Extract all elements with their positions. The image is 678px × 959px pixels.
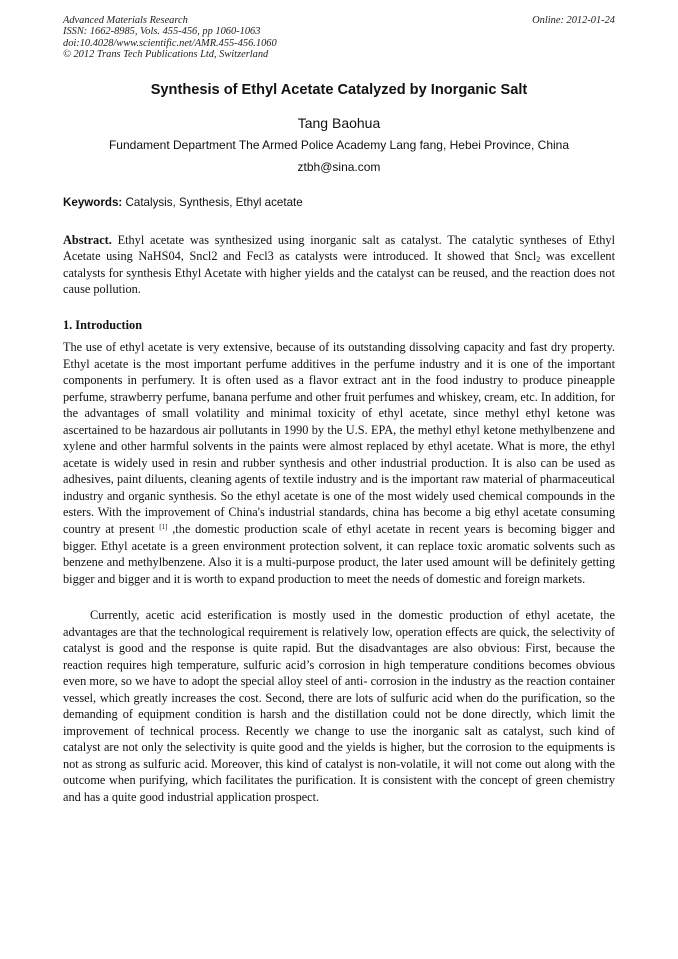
abstract-subscript: 2 (536, 255, 541, 265)
section-heading-introduction: 1. Introduction (63, 318, 143, 332)
keywords-text: Catalysis, Synthesis, Ethyl acetate (122, 196, 303, 209)
introduction-paragraph-2: Currently, acetic acid esterification is mostly used in the domestic production of ethyl acetate, the advantages are that the technological requirement is relatively low, operation effects are quick, the selectivity of catalyst is good and the response is quite rapid. But the disadvantages are also obvious: First, because the reaction requires high temperature, sulfuric acid’s corrosion in high temperature conditions becomes obvious even more, so we have to adopt the special alloy steel of anti- corrosion in the industry as the reaction container vessel, which greatly increases the cost. Second, there are lots of sulfuric acid when do the purification, so the demanding of equipment condition is harsh and the distillation could not be done directly, which limit the improvement of technical process. Recently we change to use the inorganic salt as catalyst, such kind of catalyst are not only the selectivity is quite good and the yields is higher, but the corrosion to the equipments is not as strong as sulfuric acid. Moreover, this kind of catalyst is non-volatile, it will not come out along with the outcome when purifying, which facilitates the purification. It is consistent with the concept of green chemistry and has a quite good industrial application prospect. (63, 608, 615, 805)
introduction-paragraph-1 (63, 339, 615, 587)
copyright-line: © 2012 Trans Tech Publications Ltd, Switzerland (63, 49, 269, 61)
citation-ref-1: [1] (159, 523, 168, 532)
keywords-label: Keywords: (63, 196, 123, 209)
abstract-text-part1: Ethyl acetate was synthesized using inorganic salt as catalyst. The catalytic syntheses of Ethyl Acetate using NaHS04, Sncl2 and Fecl3 as catalysts were introduced. It showed that Sncl (63, 233, 615, 264)
online-date: Online: 2012-01-24 (532, 15, 615, 26)
keywords (63, 196, 615, 209)
abstract-text-part2: was excellent catalysts for synthesis Ethyl Acetate with higher yields and the catalyst can be reused, and the reaction does not cause pollution. (63, 249, 615, 297)
journal-name: Advanced Materials Research (63, 15, 188, 26)
issn-line: ISSN: 1662-8985, Vols. 455-456, pp 1060-1063 (63, 26, 261, 38)
affiliation: Fundament Department The Armed Police Academy Lang fang, Hebei Province, China (108, 138, 570, 152)
paragraph-1-text-part1: The use of ethyl acetate is very extensive, because of its outstanding dissolving capacity and fast dry property. Ethyl acetate is the most important perfume additives in the perfume industry and it is one of the important components in perfumery. It is often used as a flavor extract ant in the food industry to produce pineapple perfume, strawberry perfume, banana perfume and other fruit perfumes and whiskey, cream, etc. In addition, for the advantages of small volatility and minimal toxicity of ethyl acetate, since methyl ethyl ketone was ascertained to be hazardous air pollutants in 1990 by the U.S. EPA, the methyl ethyl ketone methylbenzene and xylene and other harmful solvents in the paints were almost replaced by ethyl acetate. What is more, the ethyl acetate is widely used in resin and rubber synthesis and other industrial production. It is also can be used as adhesives, paint diluents, cleaning agents of textile industry and is the important raw material of pharmaceutical industry and organic synthesis. So the ethyl acetate is one of the most widely used chemical compounds in the esters. With the improvement of China's industrial standards, china has become a big ethyl acetate consuming country at present (63, 340, 615, 537)
paper-title: Synthesis of Ethyl Acetate Catalyzed by Inorganic Salt (150, 82, 528, 98)
author-email: ztbh@sina.com (297, 160, 381, 174)
author-name: Tang Baohua (297, 115, 381, 131)
doi-line: doi:10.4028/www.scientific.net/AMR.455-456.1060 (63, 37, 277, 49)
abstract (63, 232, 615, 298)
journal-header (63, 15, 615, 61)
abstract-label: Abstract. (63, 233, 112, 247)
paragraph-1-text-part2: ,the domestic production scale of ethyl acetate in recent years is becoming bigger and bigger. Ethyl acetate is a green environment protection solvent, it can replace toxic aromatic solvents such as benzene and methylbenzene. Also it is a multi-purpose product, the later used amount will be definitely getting bigger and bigger and it is worth to expand production to meet the needs of domestic and foreign markets. (63, 522, 616, 586)
